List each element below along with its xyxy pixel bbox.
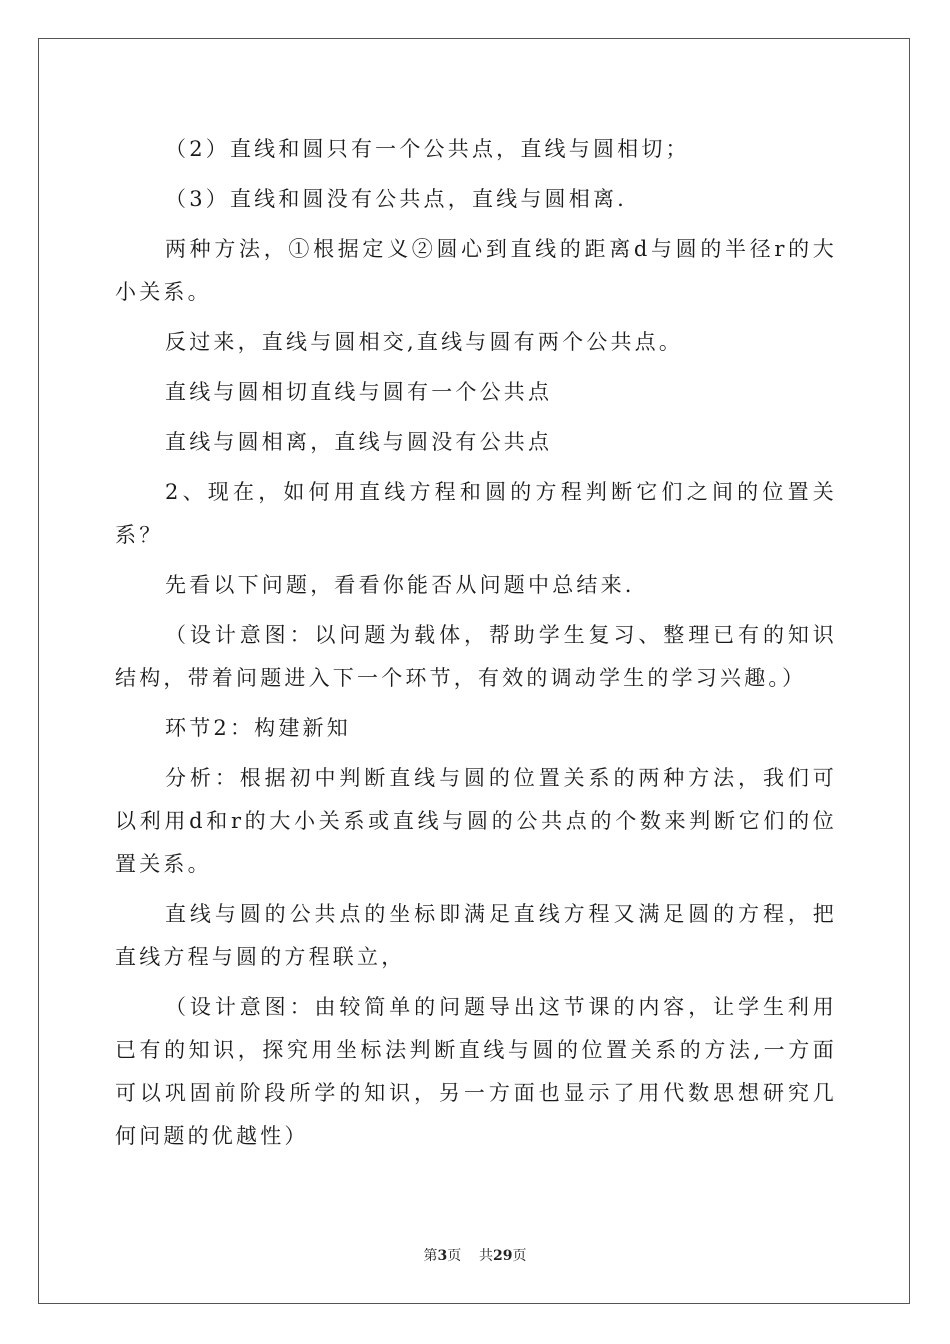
total-prefix: 共: [479, 1248, 494, 1264]
total-pages: 29: [493, 1248, 513, 1264]
paragraph: 直线与圆相离，直线与圆没有公共点: [165, 430, 553, 454]
paragraph: 直线与圆的公共点的坐标即满足直线方程又满足圆的方程，把直线方程与圆的方程联立，: [115, 902, 837, 969]
paragraph: 直线与圆相切直线与圆有一个公共点: [165, 380, 553, 404]
paragraph: 两种方法，①根据定义②圆心到直线的距离d与圆的半径r的大小关系。: [115, 237, 837, 304]
paragraph: （设计意图：由较简单的问题导出这节课的内容，让学生利用已有的知识，探究用坐标法判断直线与圆的位置关系的方法,一方面可以巩固前阶段所学的知识，另一方面也显示了用代数思想研究几何问题的优越性）: [115, 995, 837, 1148]
paragraph: 反过来，直线与圆相交,直线与圆有两个公共点。: [165, 330, 684, 354]
page-number: 3: [437, 1248, 448, 1264]
paragraph: （3）直线和圆没有公共点，直线与圆相离.: [165, 187, 628, 211]
paragraph: 先看以下问题，看看你能否从问题中总结来.: [165, 573, 635, 597]
paragraph: （2）直线和圆只有一个公共点，直线与圆相切；: [165, 137, 690, 161]
page-footer: [0, 1245, 950, 1265]
paragraph: （设计意图：以问题为载体，帮助学生复习、整理已有的知识结构，带着问题进入下一个环节，有效的调动学生的学习兴趣。）: [115, 623, 837, 690]
paragraph: 2、现在，如何用直线方程和圆的方程判断它们之间的位置关系？: [115, 480, 837, 547]
paragraph: 分析：根据初中判断直线与圆的位置关系的两种方法，我们可以利用d和r的大小关系或直线与圆的公共点的个数来判断它们的位置关系。: [115, 766, 837, 876]
document-body: [115, 128, 837, 1158]
page-prefix: 第: [423, 1248, 438, 1264]
section-heading: 环节2：构建新知: [165, 716, 351, 740]
total-suffix: 页: [512, 1248, 527, 1264]
page-suffix: 页: [447, 1248, 462, 1264]
